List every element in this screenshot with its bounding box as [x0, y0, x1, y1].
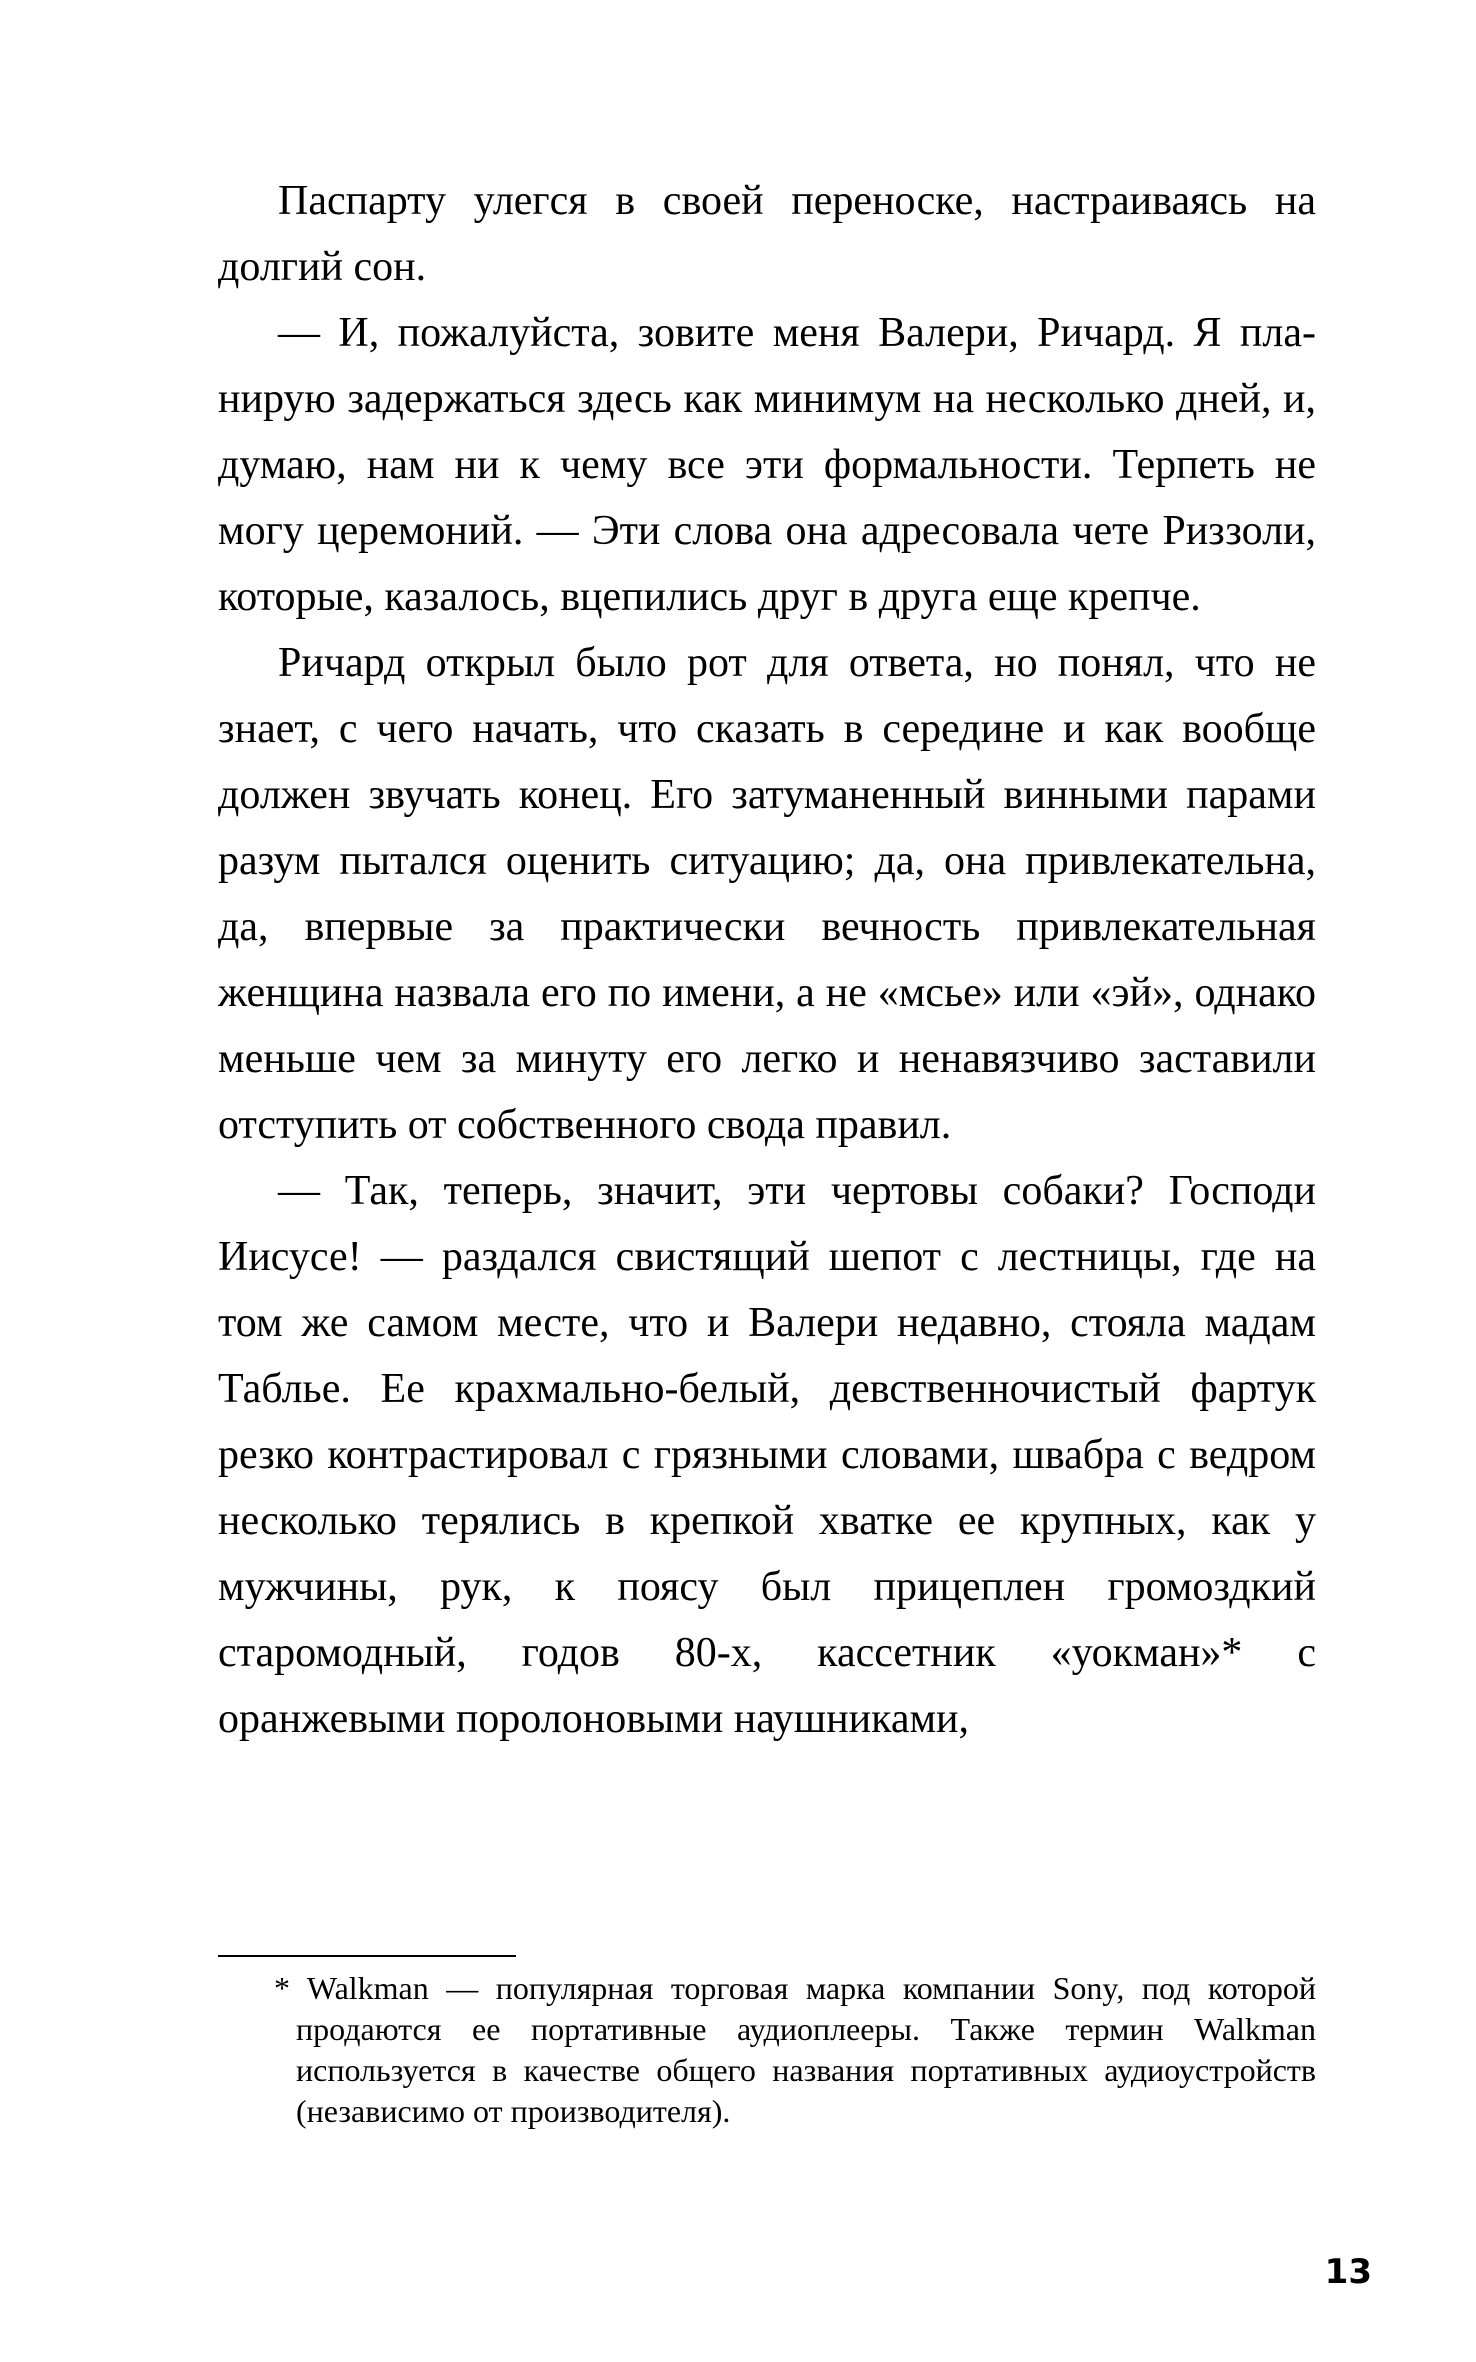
footnote-divider — [218, 1955, 516, 1957]
paragraph-1: Паспарту улегся в своей переноске, настраиваясь на долгий сон. — [218, 178, 1316, 290]
footnote-text: * Walkman — популярная торговая марка компании Sony, под которой продаются ее портативные аудиоплееры. Также термин Walkman используется в качестве общего названия портативных аудиоустройств (независимо от производителя). — [274, 1970, 1316, 2129]
page-number: 13 — [1324, 2252, 1372, 2292]
main-text — [218, 168, 1316, 1752]
footnote — [274, 1968, 1316, 2132]
paragraph-4: — Так, теперь, значит, эти чертовы собаки? Господи Иисусе! — раздался свистящий шепот с лестницы, где на том же самом месте, что и Валери недавно, стояла мадам Таблье. Ее крахмально-белый, девственночистый фартук резко контрастировал с грязными словами, швабра с ведром несколько терялись в крепкой хватке ее крупных, как у мужчины, рук, к поясу был прицеплен громоздкий старомодный, годов 80-х, кассетник «уокман»* с оранжевыми поролоновыми наушниками, — [218, 1168, 1316, 1742]
paragraph-3: Ричард открыл было рот для ответа, но понял, что не знает, с чего начать, что сказать в середине и как вообще должен звучать конец. Его затуманенный винными парами разум пытался оценить ситуацию; да, она привлекательна, да, впервые за практически вечность привлекательная женщина назвала его по имени, а не «мсье» или «эй», однако меньше чем за минуту его легко и ненавязчиво заставили отступить от собственного свода правил. — [218, 640, 1316, 1148]
paragraph-2: — И, пожалуйста, зовите меня Валери, Ричард. Я планирую задержаться здесь как минимум на несколько дней, и, думаю, нам ни к чему все эти формальности. Терпеть не могу церемоний. — Эти слова она адресовала чете Риззоли, которые, казалось, вцепились друг в друга еще крепче. — [218, 310, 1316, 620]
